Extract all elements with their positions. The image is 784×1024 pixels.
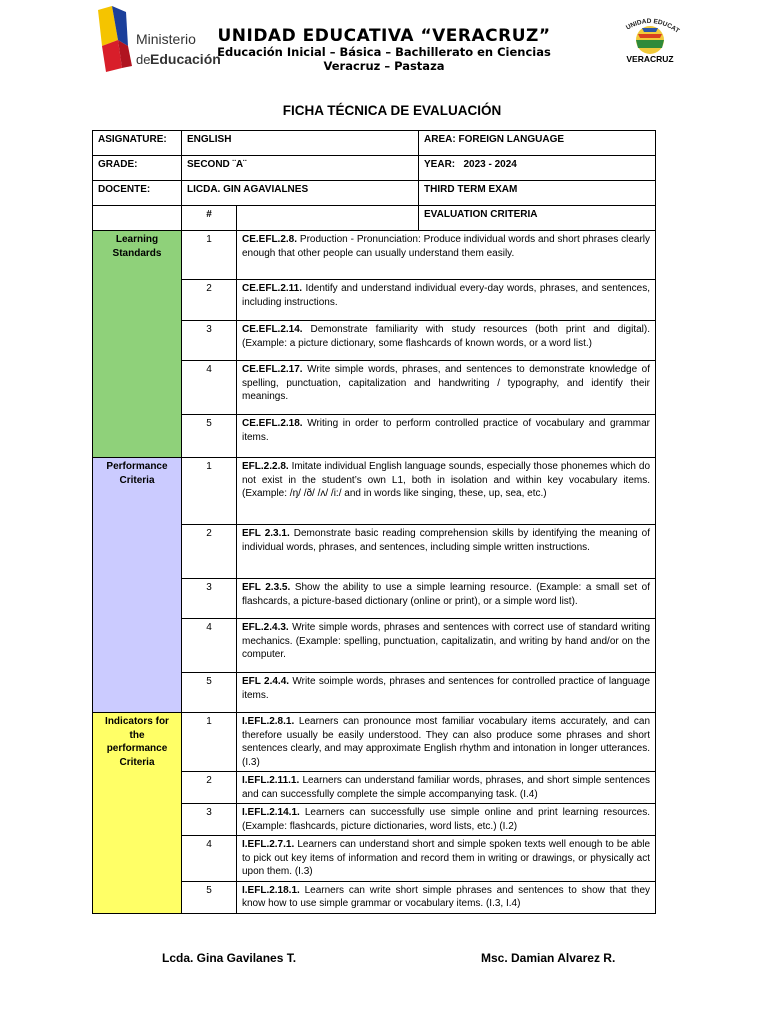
blank-header-cell [237,206,419,231]
row-number: 4 [182,361,237,415]
criteria-text [237,231,656,280]
criteria-code: CE.EFL.2.14. [242,324,303,335]
criteria-text [237,280,656,321]
criteria-code: EFL 2.3.5. [242,582,291,593]
svg-text:VERACRUZ: VERACRUZ [626,54,674,64]
svg-text:UNIDAD EDUCATIVA: UNIDAD EDUCAT [624,17,681,35]
criteria-text [237,673,656,713]
criteria-text [237,772,656,804]
criteria-text [237,713,656,772]
evaluation-criteria-header: EVALUATION CRITERIA [419,206,656,231]
info-row-docente [93,181,656,206]
criteria-code: CE.EFL.2.18. [242,418,303,429]
row-number: 3 [182,579,237,619]
criteria-text [237,415,656,458]
number-header: # [182,206,237,231]
criteria-code: CE.EFL.2.17. [242,364,303,375]
school-seal [614,14,686,66]
year-cell [419,156,656,181]
criteria-text [237,579,656,619]
criteria-code: EFL.2.2.8. [242,461,289,472]
asignature-label: ASIGNATURE: [93,131,182,156]
criteria-text [237,836,656,882]
criteria-description: Production - Pronunciation: Produce individual words and short phrases clearly enough that other people can usually understand them easily. [242,234,651,259]
criteria-description: Learners can understand familiar words, phrases, and short simple sentences and can successfully complete the simple accompanying task. (I.4) [242,775,651,800]
table-row [93,713,656,772]
school-subtitle: Educación Inicial – Básica – Bachillerato en Ciencias [217,45,551,59]
criteria-code: I.EFL.2.11.1. [242,775,300,786]
criteria-code: CE.EFL.2.8. [242,234,298,245]
year-value: 2023 - 2024 [463,159,517,170]
empty-header-cell [93,206,182,231]
criteria-text [237,321,656,361]
row-number: 2 [182,772,237,804]
criteria-description: Learners can understand short and simple spoken texts well enough to be able to pick out key items of information and record them in writing or drawings, or physically act upon them. (I.3) [242,839,651,877]
criteria-code: I.EFL.2.8.1. [242,716,295,727]
criteria-description: Demonstrate basic reading comprehension skills by identifying the meaning of individual words, phrases, and sentences, including simple written instructions. [242,528,651,553]
row-number: 5 [182,881,237,913]
criteria-text [237,619,656,673]
criteria-description: Show the ability to use a simple learning resource. (Example: a small set of flashcards, a picture-based dictionary (online or print), or a simple word list). [242,582,651,607]
asignature-value: ENGLISH [182,131,419,156]
criteria-code: I.EFL.2.7.1. [242,839,295,850]
performance-criteria-label: Performance Criteria [93,458,182,713]
criteria-description: Write simple words, phrases, and sentences to demonstrate knowledge of spelling, punctuation, capitalization and handwriting / typography, and identify their meanings. [242,364,651,402]
grade-label: GRADE: [93,156,182,181]
criteria-code: EFL.2.4.3. [242,622,289,633]
year-label: YEAR: [424,159,456,170]
school-location: Veracruz – Pastaza [323,59,445,73]
row-number: 2 [182,525,237,579]
area-cell: AREA: FOREIGN LANGUAGE [419,131,656,156]
criteria-code: EFL 2.3.1. [242,528,290,539]
criteria-code: I.EFL.2.18.1. [242,884,300,896]
criteria-text [237,361,656,415]
criteria-code: EFL 2.4.4. [242,676,290,687]
criteria-code: I.EFL.2.14.1. [242,807,300,818]
svg-text:Educación: Educación [150,51,221,67]
criteria-description: Write simple words, phrases and sentences with correct use of standard writing mechanics. (Example: spelling, punctuation, capitalizatin, and writing by hand and/or on the computer. [242,622,651,660]
criteria-description: Imitate individual English language sounds, especially those phonemes which do not exist in the student’s own L1, both in isolation and within key vocabulary items. (Example: /ŋ/ /ð/ /ʌ/ /i:/ and in words like singing, these, up, sea, etc.) [242,461,651,499]
evaluation-table [92,130,656,914]
criteria-code: CE.EFL.2.11. [242,283,303,294]
criteria-text [237,881,656,913]
school-title: UNIDAD EDUCATIVA “VERACRUZ” [217,26,551,46]
criteria-description: Learners can pronounce most familiar vocabulary items accurately, and can therefore usually be easily understood. They can also produce some phrases and short sentences clearly, and may approximate English rhythm and intonation in longer utterances. (I.3) [242,716,651,768]
row-number: 2 [182,280,237,321]
signature-teacher: Lcda. Gina Gavilanes T. [162,951,297,965]
learning-standards-label: Learning Standards [93,231,182,458]
info-row-asignature [93,131,656,156]
row-number: 3 [182,804,237,836]
criteria-text [237,525,656,579]
criteria-text [237,804,656,836]
row-number: 5 [182,415,237,458]
svg-text:Ministerio: Ministerio [136,31,196,47]
criteria-description: Writing in order to perform controlled practice of vocabulary and grammar items. [242,418,651,443]
svg-text:de: de [136,52,151,67]
indicators-label: Indicators for the performance Criteria [93,713,182,914]
criteria-description: Learners can write short simple phrases and sentences to show that they know how to use simple grammar or vocabulary items. (I.3, I.4) [242,884,651,909]
criteria-header-row [93,206,656,231]
info-row-grade [93,156,656,181]
school-seal-icon [614,14,686,66]
criteria-description: Learners can successfully use simple online and print learning resources. (Example: flashcards, picture dictionaries, word lists, etc.) (I.2) [242,807,651,832]
criteria-description: Identify and understand individual every-day words, phrases, and sentences, including instructions. [242,283,651,308]
row-number: 3 [182,321,237,361]
exam-cell: THIRD TERM EXAM [419,181,656,206]
row-number: 1 [182,458,237,525]
table-row [93,458,656,525]
row-number: 4 [182,619,237,673]
criteria-description: Write soimple words, phrases and sentences for controlled practice of language items. [242,676,651,701]
row-number: 5 [182,673,237,713]
row-number: 4 [182,836,237,882]
signature-reviewer: Msc. Damian Alvarez R. [481,951,616,965]
grade-value: SECOND ¨A¨ [182,156,419,181]
table-row [93,231,656,280]
docente-value: LICDA. GIN AGAVIALNES [182,181,419,206]
criteria-description: Demonstrate familiarity with study resources (both print and digital). (Example: a picture dictionary, some flashcards of known words, or a word list.) [242,324,651,349]
docente-label: DOCENTE: [93,181,182,206]
criteria-text [237,458,656,525]
row-number: 1 [182,713,237,772]
document-title: FICHA TÉCNICA DE EVALUACIÓN [282,103,502,118]
row-number: 1 [182,231,237,280]
